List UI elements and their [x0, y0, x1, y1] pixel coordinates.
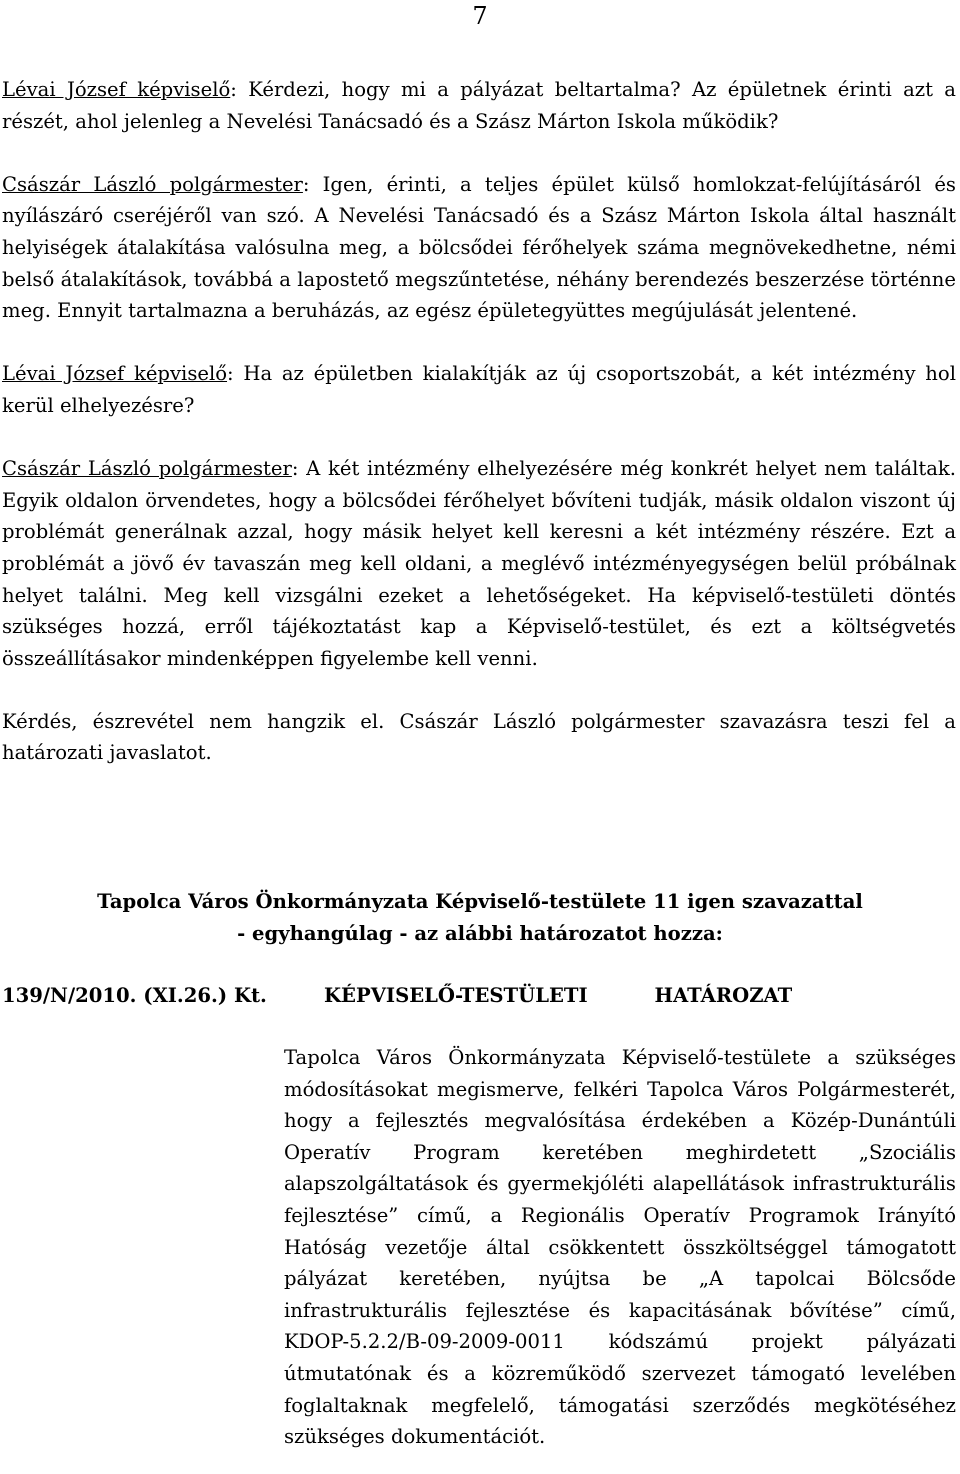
paragraph [2, 706, 956, 769]
paragraph [2, 169, 956, 327]
minutes-body [2, 74, 956, 801]
decision-heading-line1: Tapolca Város Önkormányzata Képviselő-testülete 11 igen szavazattal [97, 890, 863, 913]
paragraph-text: : A két intézmény elhelyezésére még konkrét helyet nem találtak. Egyik oldalon örvendetes, hogy a bölcsődei férőhelyet bővíteni tudják, másik oldalon viszont új problémát generálnak azzal, hogy másik helyet kell keresni a két intézmény részére. Ezt a problémát a jövő év tavaszán meg kell oldani, a meglévő intézményegységen belül próbálnak helyet találni. Meg kell vizsgálni ezeket a lehetőségeket. Ha képviselő-testületi döntés szükséges hozzá, erről tájékoztatást kap a Képviselő-testület, és ezt a költségvetés összeállításakor mindenképpen figyelembe kell venni. [2, 457, 957, 670]
paragraph-text: Kérdés, észrevétel nem hangzik el. Császár László polgármester szavazásra teszi fel a határozati javaslatot. [2, 709, 956, 765]
paragraph-text: : Ha az épületben kialakítják az új csoportszobát, a két intézmény hol kerül elhelyezésre? [2, 362, 956, 417]
paragraph [2, 358, 956, 421]
decision-heading-line2: - egyhangúlag - az alábbi határozatot hozza: [237, 922, 723, 945]
paragraph-text: : Kérdezi, hogy mi a pályázat beltartalma? Az épületnek érinti azt a részét, ahol jelenleg a Nevelési Tanácsadó és a Szász Márton Iskola működik? [2, 78, 956, 133]
paragraph [2, 453, 956, 674]
speaker-name: Császár László polgármester [2, 172, 303, 196]
resolution-id: 139/N/2010. (XI.26.) Kt. [2, 984, 267, 1007]
page-number: 7 [472, 2, 488, 30]
speaker-name: Lévai József képviselő [2, 78, 231, 101]
paragraph [2, 74, 956, 137]
resolution-label: KÉPVISELŐ-TESTÜLETI HATÁROZAT [324, 984, 793, 1007]
speaker-name: Lévai József képviselő [2, 362, 228, 386]
resolution-body: Tapolca Város Önkormányzata Képviselő-testülete a szükséges módosításokat megismerve, felkéri Tapolca Város Polgármesterét, hogy a fejlesztés megvalósítása érdekében a Közép-Dunántúli Operatív Program keretében meghirdetett „Szociális alapszolgáltatások és gyermekjóléti alapellátások infrastrukturális fejlesztése” című, a Regionális Operatív Programok Irányító Hatóság vezetője által csökkentett összköltséggel támogatott pályázat keretében, nyújtsa be „A tapolcai Bölcsőde infrastrukturális fejlesztése és kapacitásának bővítése” című, KDOP-5.2.2/B-09-2009-0011 kódszámú projekt pályázati útmutatónak és a közreműködő szervezet támogató levelében foglaltaknak megfelelő, támogatási szerződés megkötéséhez szükséges dokumentációt. [284, 1046, 956, 1449]
speaker-name: Császár László polgármester [2, 457, 292, 481]
paragraph-text: : Igen, érinti, a teljes épület külső homlokzat-felújításáról és nyílászáró cseréjéről van szó. A Nevelési Tanácsadó és a Szász Márton Iskola által használt helyiségek átalakítása valósulna meg, a bölcsődei férőhelyek száma megnövekedhetne, némi belső átalakítások, továbbá a lapostető megszűntetése, néhány berendezés beszerzése történne meg. Ennyit tartalmazna a beruházás, az egész épületegyüttes megújulását jelentené. [2, 172, 956, 323]
